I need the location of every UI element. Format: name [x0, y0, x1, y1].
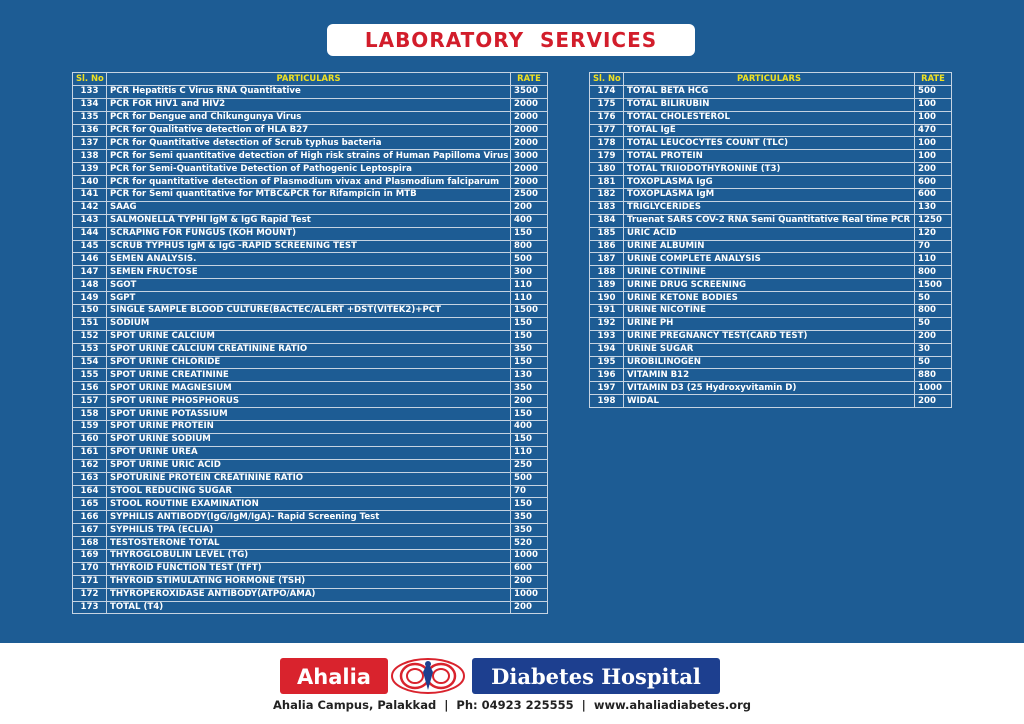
page-title: LABORATORY SERVICES: [364, 28, 658, 52]
rate-cell: 520: [511, 537, 548, 550]
particulars-cell: SPOT URINE UREA: [107, 446, 511, 459]
rate-cell: 400: [511, 214, 548, 227]
table-row: [590, 382, 952, 395]
particulars-cell: URINE DRUG SCREENING: [624, 279, 915, 292]
sl-no-cell: 163: [73, 472, 107, 485]
particulars-cell: SPOT URINE SODIUM: [107, 433, 511, 446]
sl-no-cell: 198: [590, 395, 624, 408]
sl-no-cell: 168: [73, 537, 107, 550]
particulars-cell: TESTOSTERONE TOTAL: [107, 537, 511, 550]
table-row: [73, 137, 548, 150]
sl-no-cell: 186: [590, 240, 624, 253]
sl-no-cell: 152: [73, 330, 107, 343]
table-row: [590, 317, 952, 330]
sl-no-cell: 187: [590, 253, 624, 266]
sl-no-cell: 148: [73, 279, 107, 292]
rate-cell: 470: [915, 124, 952, 137]
rate-cell: 100: [915, 98, 952, 111]
sl-no-cell: 173: [73, 601, 107, 614]
sl-no-cell: 136: [73, 124, 107, 137]
rate-cell: 350: [511, 511, 548, 524]
sl-no-cell: 169: [73, 549, 107, 562]
rate-cell: 1000: [511, 588, 548, 601]
table-row: [73, 227, 548, 240]
particulars-cell: SCRAPING FOR FUNGUS (KOH MOUNT): [107, 227, 511, 240]
rate-cell: 600: [915, 176, 952, 189]
table-row: [590, 369, 952, 382]
sl-no-cell: 133: [73, 85, 107, 98]
sl-no-cell: 167: [73, 524, 107, 537]
particulars-cell: PCR for Dengue and Chikungunya Virus: [107, 111, 511, 124]
particulars-cell: URINE NICOTINE: [624, 305, 915, 318]
sl-no-cell: 161: [73, 446, 107, 459]
sl-no-cell: 138: [73, 150, 107, 163]
rate-cell: 880: [915, 369, 952, 382]
sl-no-cell: 164: [73, 485, 107, 498]
sl-no-cell: 184: [590, 214, 624, 227]
header-particulars: PARTICULARS: [624, 73, 915, 86]
table-row: [590, 395, 952, 408]
rate-cell: 200: [915, 395, 952, 408]
rate-cell: 100: [915, 150, 952, 163]
table-row: [73, 305, 548, 318]
logo-right-text: Diabetes Hospital: [491, 664, 701, 689]
table-row: [73, 343, 548, 356]
particulars-cell: THYROGLOBULIN LEVEL (TG): [107, 549, 511, 562]
particulars-cell: UROBILINOGEN: [624, 356, 915, 369]
table-row: [73, 111, 548, 124]
table-row: [73, 369, 548, 382]
table-row: [73, 433, 548, 446]
rate-cell: 350: [511, 343, 548, 356]
rate-cell: 110: [511, 279, 548, 292]
particulars-cell: PCR for Semi-Quantitative Detection of Pathogenic Leptospira: [107, 163, 511, 176]
particulars-cell: WIDAL: [624, 395, 915, 408]
contact-line: Ahalia Campus, Palakkad | Ph: 04923 225555 | www.ahaliadiabetes.org: [273, 698, 751, 712]
particulars-cell: SPOTURINE PROTEIN CREATININE RATIO: [107, 472, 511, 485]
sl-no-cell: 165: [73, 498, 107, 511]
sl-no-cell: 181: [590, 176, 624, 189]
table-row: [73, 356, 548, 369]
particulars-cell: THYROID STIMULATING HORMONE (TSH): [107, 575, 511, 588]
table-row: [590, 330, 952, 343]
rate-cell: 3500: [511, 85, 548, 98]
particulars-cell: PCR Hepatitis C Virus RNA Quantitative: [107, 85, 511, 98]
particulars-cell: SALMONELLA TYPHI IgM & IgG Rapid Test: [107, 214, 511, 227]
sl-no-cell: 197: [590, 382, 624, 395]
table-header-row: [73, 73, 548, 86]
particulars-cell: STOOL ROUTINE EXAMINATION: [107, 498, 511, 511]
header-particulars: PARTICULARS: [107, 73, 511, 86]
rate-cell: 200: [915, 163, 952, 176]
rate-cell: 1000: [915, 382, 952, 395]
particulars-cell: TOTAL IgE: [624, 124, 915, 137]
table-row: [590, 111, 952, 124]
particulars-cell: SYPHILIS TPA (ECLIA): [107, 524, 511, 537]
table-row: [73, 317, 548, 330]
table-row: [590, 292, 952, 305]
table-row: [590, 137, 952, 150]
sl-no-cell: 172: [73, 588, 107, 601]
sl-no-cell: 150: [73, 305, 107, 318]
particulars-cell: SODIUM: [107, 317, 511, 330]
header-rate: RATE: [915, 73, 952, 86]
table-row: [590, 150, 952, 163]
sl-no-cell: 145: [73, 240, 107, 253]
table-row: [73, 240, 548, 253]
rate-cell: 50: [915, 356, 952, 369]
rate-cell: 800: [915, 266, 952, 279]
rate-cell: 150: [511, 330, 548, 343]
sl-no-cell: 162: [73, 459, 107, 472]
table-row: [73, 408, 548, 421]
rate-cell: 110: [511, 292, 548, 305]
particulars-cell: SPOT URINE URIC ACID: [107, 459, 511, 472]
sl-no-cell: 141: [73, 189, 107, 202]
rate-cell: 110: [511, 446, 548, 459]
particulars-cell: SPOT URINE POTASSIUM: [107, 408, 511, 421]
rate-cell: 500: [511, 253, 548, 266]
particulars-cell: THYROPEROXIDASE ANTIBODY(ATPO/AMA): [107, 588, 511, 601]
rate-cell: 800: [915, 305, 952, 318]
table-row: [73, 201, 548, 214]
sl-no-cell: 195: [590, 356, 624, 369]
particulars-cell: SEMEN ANALYSIS.: [107, 253, 511, 266]
particulars-cell: SPOT URINE CHLORIDE: [107, 356, 511, 369]
particulars-cell: PCR for Quantitative detection of Scrub typhus bacteria: [107, 137, 511, 150]
table-row: [590, 189, 952, 202]
rate-cell: 150: [511, 227, 548, 240]
particulars-cell: TOTAL TRIIODOTHYRONINE (T3): [624, 163, 915, 176]
rate-cell: 1500: [915, 279, 952, 292]
table-row: [73, 292, 548, 305]
sl-no-cell: 188: [590, 266, 624, 279]
particulars-cell: URIC ACID: [624, 227, 915, 240]
rate-cell: 30: [915, 343, 952, 356]
particulars-cell: PCR for Qualitative detection of HLA B27: [107, 124, 511, 137]
rate-cell: 100: [915, 137, 952, 150]
sl-no-cell: 190: [590, 292, 624, 305]
particulars-cell: URINE COTININE: [624, 266, 915, 279]
rate-cell: 1250: [915, 214, 952, 227]
sl-no-cell: 157: [73, 395, 107, 408]
sl-no-cell: 149: [73, 292, 107, 305]
table-row: [73, 85, 548, 98]
particulars-cell: SEMEN FRUCTOSE: [107, 266, 511, 279]
particulars-cell: PCR for Semi quantitative for MTBC&PCR for Rifampicin in MTB: [107, 189, 511, 202]
table-row: [590, 124, 952, 137]
table-row: [590, 227, 952, 240]
rate-cell: 130: [511, 369, 548, 382]
rate-cell: 50: [915, 317, 952, 330]
rate-cell: 150: [511, 408, 548, 421]
table-row: [73, 524, 548, 537]
table-row: [590, 201, 952, 214]
sl-no-cell: 178: [590, 137, 624, 150]
rate-cell: 200: [511, 601, 548, 614]
rate-cell: 2000: [511, 111, 548, 124]
rate-cell: 2000: [511, 163, 548, 176]
logo-left-text: Ahalia: [297, 665, 371, 689]
table-row: [73, 382, 548, 395]
sl-no-cell: 159: [73, 421, 107, 434]
rate-cell: 2000: [511, 176, 548, 189]
particulars-cell: TOXOPLASMA IgG: [624, 176, 915, 189]
table-row: [73, 279, 548, 292]
sl-no-cell: 185: [590, 227, 624, 240]
particulars-cell: SGOT: [107, 279, 511, 292]
table-row: [590, 163, 952, 176]
particulars-cell: URINE PH: [624, 317, 915, 330]
rate-cell: 200: [511, 201, 548, 214]
particulars-cell: TOTAL CHOLESTEROL: [624, 111, 915, 124]
rate-cell: 600: [915, 189, 952, 202]
sl-no-cell: 137: [73, 137, 107, 150]
title-banner: [327, 24, 695, 56]
table-row: [73, 472, 548, 485]
particulars-cell: TOTAL LEUCOCYTES COUNT (TLC): [624, 137, 915, 150]
particulars-cell: URINE SUGAR: [624, 343, 915, 356]
rate-cell: 2000: [511, 137, 548, 150]
hospital-logo: [280, 658, 720, 694]
particulars-cell: SPOT URINE CALCIUM: [107, 330, 511, 343]
particulars-cell: SPOT URINE CREATININE: [107, 369, 511, 382]
sl-no-cell: 189: [590, 279, 624, 292]
rate-cell: 400: [511, 421, 548, 434]
table-row: [73, 446, 548, 459]
table-row: [73, 163, 548, 176]
sl-no-cell: 140: [73, 176, 107, 189]
sl-no-cell: 192: [590, 317, 624, 330]
table-row: [73, 562, 548, 575]
sl-no-cell: 180: [590, 163, 624, 176]
particulars-cell: PCR for Semi quantitative detection of High risk strains of Human Papilloma Virus: [107, 150, 511, 163]
particulars-cell: TOTAL BETA HCG: [624, 85, 915, 98]
table-row: [73, 395, 548, 408]
rate-cell: 500: [511, 472, 548, 485]
table-row: [590, 356, 952, 369]
rate-cell: 2000: [511, 98, 548, 111]
particulars-cell: SAAG: [107, 201, 511, 214]
particulars-cell: TOTAL PROTEIN: [624, 150, 915, 163]
particulars-cell: VITAMIN D3 (25 Hydroxyvitamin D): [624, 382, 915, 395]
table-row: [590, 214, 952, 227]
table-row: [73, 330, 548, 343]
sl-no-cell: 135: [73, 111, 107, 124]
sl-no-cell: 183: [590, 201, 624, 214]
sl-no-cell: 175: [590, 98, 624, 111]
rate-cell: 120: [915, 227, 952, 240]
particulars-cell: STOOL REDUCING SUGAR: [107, 485, 511, 498]
sl-no-cell: 177: [590, 124, 624, 137]
particulars-cell: URINE COMPLETE ANALYSIS: [624, 253, 915, 266]
rate-cell: 200: [915, 330, 952, 343]
sl-no-cell: 179: [590, 150, 624, 163]
particulars-cell: PCR for quantitative detection of Plasmodium vivax and Plasmodium falciparum: [107, 176, 511, 189]
rate-cell: 70: [915, 240, 952, 253]
rate-cell: 150: [511, 317, 548, 330]
sl-no-cell: 134: [73, 98, 107, 111]
rate-cell: 200: [511, 575, 548, 588]
particulars-cell: PCR FOR HIV1 and HIV2: [107, 98, 511, 111]
table-row: [73, 98, 548, 111]
sl-no-cell: 191: [590, 305, 624, 318]
rate-cell: 200: [511, 395, 548, 408]
rates-table-right: [589, 72, 952, 408]
particulars-cell: SCRUB TYPHUS IgM & IgG -RAPID SCREENING TEST: [107, 240, 511, 253]
rate-cell: 70: [511, 485, 548, 498]
particulars-cell: TOXOPLASMA IgM: [624, 189, 915, 202]
table-row: [590, 343, 952, 356]
table-row: [590, 266, 952, 279]
rate-cell: 600: [511, 562, 548, 575]
table-row: [73, 549, 548, 562]
table-row: [73, 176, 548, 189]
rate-cell: 350: [511, 382, 548, 395]
sl-no-cell: 142: [73, 201, 107, 214]
sl-no-cell: 151: [73, 317, 107, 330]
table-row: [73, 150, 548, 163]
table-row: [73, 498, 548, 511]
particulars-cell: URINE ALBUMIN: [624, 240, 915, 253]
rate-cell: 1000: [511, 549, 548, 562]
particulars-cell: SPOT URINE MAGNESIUM: [107, 382, 511, 395]
sl-no-cell: 166: [73, 511, 107, 524]
sl-no-cell: 171: [73, 575, 107, 588]
particulars-cell: SYPHILIS ANTIBODY(IgG/IgM/IgA)- Rapid Screening Test: [107, 511, 511, 524]
rate-cell: 110: [915, 253, 952, 266]
table-row: [73, 459, 548, 472]
sl-no-cell: 160: [73, 433, 107, 446]
sl-no-cell: 139: [73, 163, 107, 176]
sl-no-cell: 176: [590, 111, 624, 124]
rate-cell: 50: [915, 292, 952, 305]
rate-cell: 150: [511, 498, 548, 511]
sl-no-cell: 146: [73, 253, 107, 266]
table-row: [73, 189, 548, 202]
particulars-cell: SPOT URINE CALCIUM CREATININE RATIO: [107, 343, 511, 356]
table-row: [590, 240, 952, 253]
sl-no-cell: 155: [73, 369, 107, 382]
table-row: [590, 176, 952, 189]
sl-no-cell: 154: [73, 356, 107, 369]
table-row: [73, 588, 548, 601]
rate-cell: 3000: [511, 150, 548, 163]
particulars-cell: TOTAL BILIRUBIN: [624, 98, 915, 111]
header-sl-no: Sl. No: [73, 73, 107, 86]
sl-no-cell: 153: [73, 343, 107, 356]
table-row: [73, 537, 548, 550]
table-row: [73, 511, 548, 524]
table-row: [590, 305, 952, 318]
header-sl-no: Sl. No: [590, 73, 624, 86]
table-header-row: [590, 73, 952, 86]
sl-no-cell: 170: [73, 562, 107, 575]
table-row: [73, 266, 548, 279]
rate-cell: 150: [511, 433, 548, 446]
table-row: [73, 124, 548, 137]
rate-cell: 150: [511, 356, 548, 369]
table-row: [590, 279, 952, 292]
table-row: [73, 214, 548, 227]
sl-no-cell: 144: [73, 227, 107, 240]
rate-cell: 1500: [511, 305, 548, 318]
particulars-cell: URINE KETONE BODIES: [624, 292, 915, 305]
sl-no-cell: 147: [73, 266, 107, 279]
particulars-cell: SGPT: [107, 292, 511, 305]
table-row: [590, 253, 952, 266]
table-row: [73, 253, 548, 266]
table-row: [73, 601, 548, 614]
particulars-cell: Truenat SARS COV-2 RNA Semi Quantitative Real time PCR: [624, 214, 915, 227]
sl-no-cell: 193: [590, 330, 624, 343]
table-row: [73, 575, 548, 588]
rate-cell: 250: [511, 459, 548, 472]
particulars-cell: VITAMIN B12: [624, 369, 915, 382]
sl-no-cell: 194: [590, 343, 624, 356]
table-row: [73, 421, 548, 434]
rate-cell: 100: [915, 111, 952, 124]
rate-cell: 350: [511, 524, 548, 537]
particulars-cell: THYROID FUNCTION TEST (TFT): [107, 562, 511, 575]
rate-cell: 300: [511, 266, 548, 279]
logo-emblem-icon: [392, 659, 464, 693]
sl-no-cell: 174: [590, 85, 624, 98]
particulars-cell: URINE PREGNANCY TEST(CARD TEST): [624, 330, 915, 343]
rates-table-left: [72, 72, 548, 614]
particulars-cell: SPOT URINE PROTEIN: [107, 421, 511, 434]
rate-cell: 2500: [511, 189, 548, 202]
particulars-cell: TRIGLYCERIDES: [624, 201, 915, 214]
particulars-cell: SPOT URINE PHOSPHORUS: [107, 395, 511, 408]
sl-no-cell: 196: [590, 369, 624, 382]
table-row: [73, 485, 548, 498]
rate-cell: 800: [511, 240, 548, 253]
particulars-cell: TOTAL (T4): [107, 601, 511, 614]
table-row: [590, 85, 952, 98]
rate-cell: 500: [915, 85, 952, 98]
header-rate: RATE: [511, 73, 548, 86]
rate-cell: 130: [915, 201, 952, 214]
sl-no-cell: 182: [590, 189, 624, 202]
particulars-cell: SINGLE SAMPLE BLOOD CULTURE(BACTEC/ALERT +DST(VITEK2)+PCT: [107, 305, 511, 318]
sl-no-cell: 158: [73, 408, 107, 421]
table-row: [590, 98, 952, 111]
sl-no-cell: 156: [73, 382, 107, 395]
sl-no-cell: 143: [73, 214, 107, 227]
rate-cell: 2000: [511, 124, 548, 137]
